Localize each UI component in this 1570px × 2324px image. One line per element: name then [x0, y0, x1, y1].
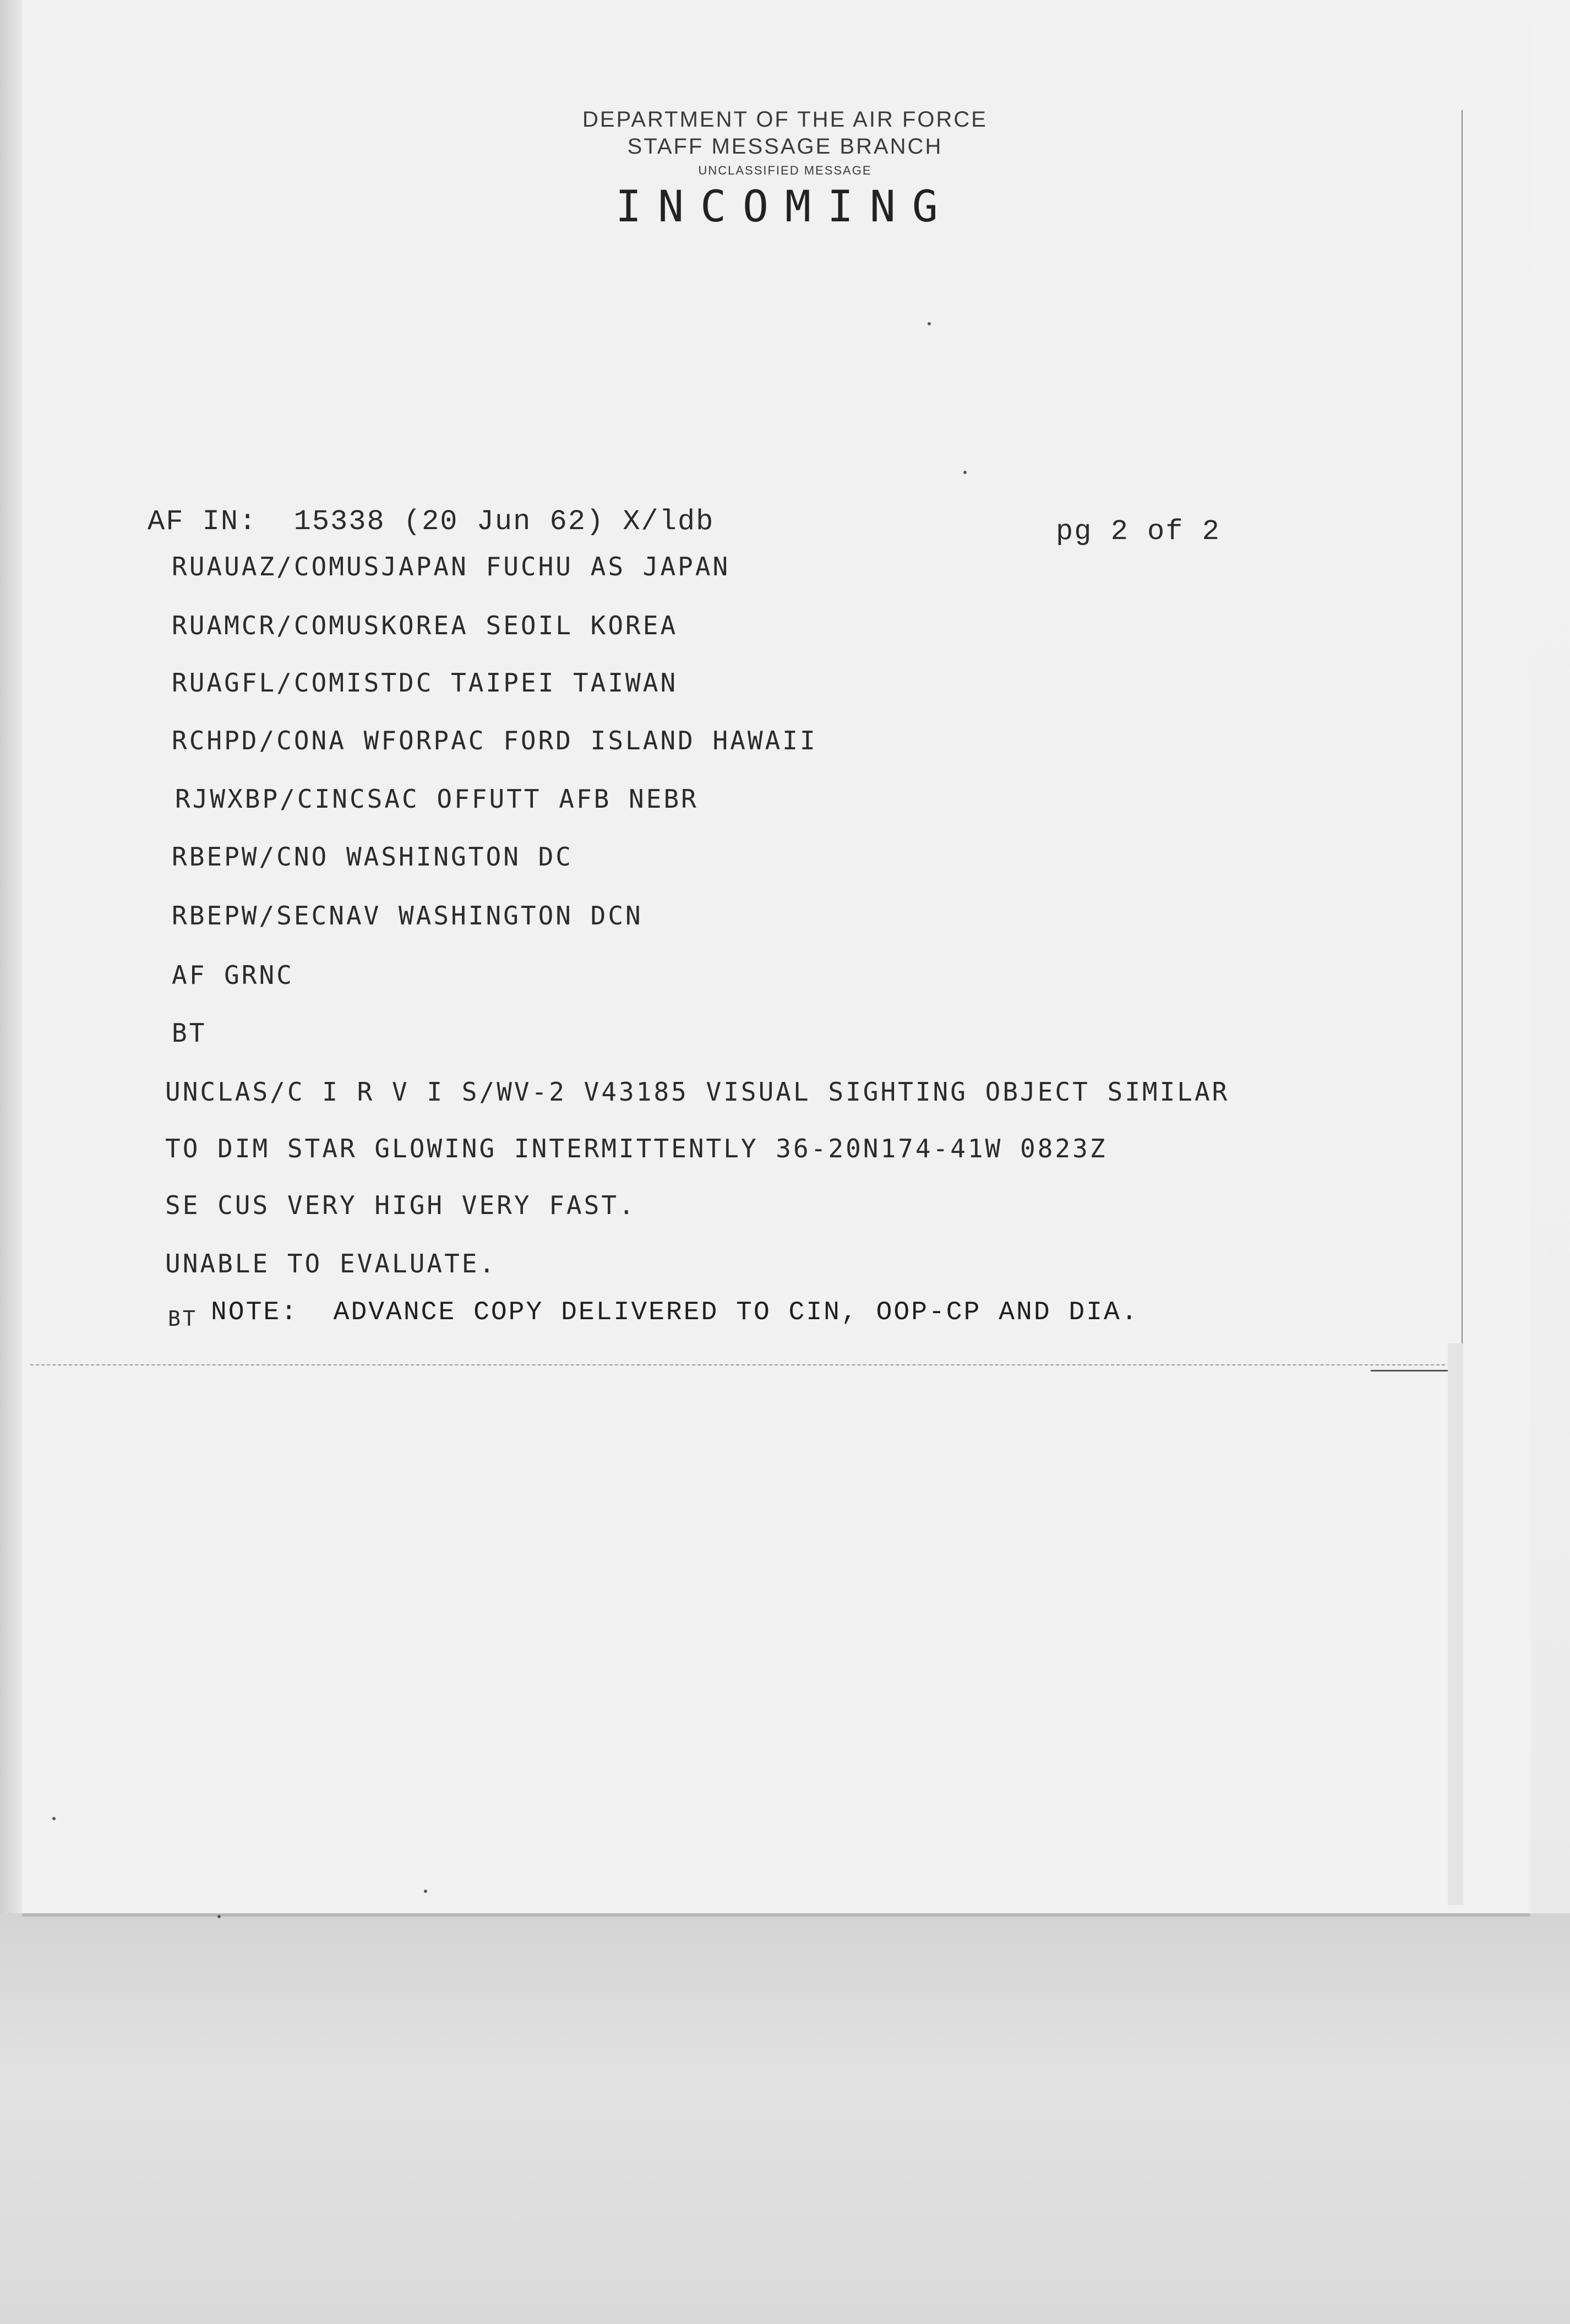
scan-speck: [217, 1915, 221, 1918]
message-body-line: UNCLAS/C I R V I S/WV-2 V43185 VISUAL SIGHTING OBJECT SIMILAR: [165, 1077, 1230, 1107]
delivery-note: NOTE: ADVANCE COPY DELIVERED TO CIN, OOP-CP AND DIA.: [211, 1298, 1139, 1327]
addressee-line: RJWXBP/CINCSAC OFFUTT AFB NEBR: [175, 784, 699, 814]
addressee-line: RBEPW/CNO WASHINGTON DC: [172, 842, 573, 872]
classification-label: UNCLASSIFIED MESSAGE: [698, 164, 872, 177]
scan-background: [0, 1913, 1570, 2324]
message-body-line: TO DIM STAR GLOWING INTERMITTENTLY 36-20N174-41W 0823Z: [165, 1134, 1108, 1163]
letterhead: [0, 107, 1570, 232]
message-reference: AF IN: 15338 (20 Jun 62) X/ldb: [148, 505, 715, 538]
branch-name: STAFF MESSAGE BRANCH: [627, 134, 943, 159]
addressee-line: RUAUAZ/COMUSJAPAN FUCHU AS JAPAN: [172, 552, 731, 581]
page-right-margin: [1448, 1343, 1463, 1905]
margin-mark: [1371, 1370, 1448, 1371]
message-direction-title: INCOMING: [615, 182, 955, 232]
department-name: DEPARTMENT OF THE AIR FORCE: [582, 107, 988, 132]
addressee-line: RUAMCR/COMUSKOREA SEOIL KOREA: [172, 611, 678, 640]
scan-speck: [424, 1890, 427, 1893]
addressee-line: RCHPD/CONA WFORPAC FORD ISLAND HAWAII: [172, 726, 817, 755]
break-marker: BT: [172, 1018, 207, 1048]
scan-speck: [928, 322, 931, 325]
page-number: pg 2 of 2: [1056, 515, 1220, 548]
scan-speck: [963, 471, 967, 474]
message-body-line: UNABLE TO EVALUATE.: [165, 1249, 497, 1278]
addressee-line: RUAGFL/COMISTDC TAIPEI TAIWAN: [172, 668, 678, 698]
addressee-line: RBEPW/SECNAV WASHINGTON DCN: [172, 901, 643, 930]
addressee-line: AF GRNC: [172, 960, 294, 990]
message-body-line: SE CUS VERY HIGH VERY FAST.: [165, 1190, 636, 1220]
closing-break-marker: BT: [168, 1307, 198, 1331]
tear-line: [30, 1364, 1445, 1365]
scan-speck: [52, 1817, 56, 1820]
